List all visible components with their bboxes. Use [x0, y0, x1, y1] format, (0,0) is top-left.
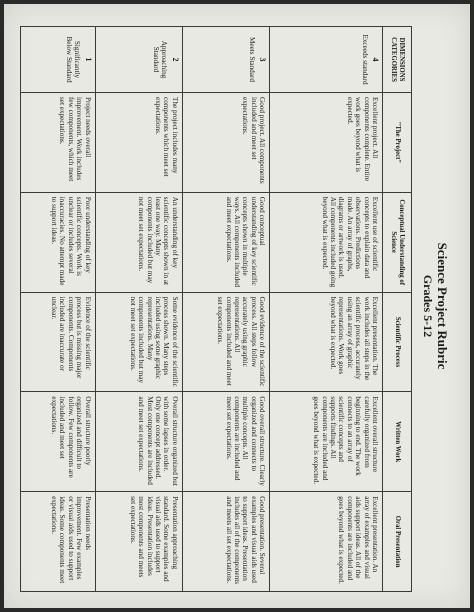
rotated-page	[4, 4, 470, 608]
table-cell: Overall structure poorly organized and difficult to follow. Few components are included and meet set expectations.	[21, 392, 96, 492]
table-cell: Excellent presentation. An array of examples and visual aids support ideas. All of the components are included and goes beyond what is expected.	[270, 492, 383, 592]
table-row	[182, 27, 269, 592]
table-cell: Presentation approaching standard. Some examples and visual aids used to support ideas. Presentation includes most components and meets set expectations.	[95, 492, 182, 592]
table-cell: Good conceptual understanding of key scientific concepts shown in multiple ways. All components included and meet expectations.	[182, 192, 269, 292]
column-header: Scientific Process	[383, 292, 412, 392]
table-cell: Good presentation. Several examples and visual aids used to support ideas. Presentation includes all of the components and meets all set expectations.	[182, 492, 269, 592]
table-cell: Evidence of the scientific process but is missing major components. Components included are inaccurate or unclear.	[21, 292, 96, 392]
column-header: DIMENSIONS CATEGORIES	[383, 27, 412, 93]
level-label: Exceeds standard	[360, 34, 369, 85]
dimension-cell	[21, 27, 96, 93]
table-row	[270, 27, 383, 592]
column-header: Oral Presentation	[383, 492, 412, 592]
rubric-table	[20, 26, 412, 592]
table-cell: Excellent project. All components complete. Entire work goes beyond what is expected.	[270, 93, 383, 193]
table-cell: Project needs overall improvement. Work includes few components, which meet set expectations.	[21, 93, 96, 193]
title-block	[421, 4, 450, 608]
level-label: Meets Standard	[247, 37, 256, 82]
column-header: "The Project"	[383, 93, 412, 193]
document-title: Science Project Rubric	[435, 242, 450, 370]
table-row	[21, 27, 96, 592]
table-cell: Excellent use of scientific concepts to explain data and observations. Predictions made. An array of graphs, diagrams or artwork is used. All components included going beyond what is expected.	[270, 192, 383, 292]
table-cell: Excellent presentation. The work includes all steps in the scientific process, accurately using an array of graphic representations. Work goes beyond what is expected.	[270, 292, 383, 392]
table-cell: Poor understanding of key scientific concepts. Work is unclear or includes several inaccuracies. No attempt made to support ideas.	[21, 192, 96, 292]
table-row	[95, 27, 182, 592]
level-number: 3	[258, 57, 268, 62]
level-label: Significantly Below Standard	[64, 36, 82, 83]
table-cell: An understanding of key scientific concepts shown in at least one way. Many components included but may not meet set expectations.	[95, 192, 182, 292]
paper-sheet	[4, 4, 470, 608]
document-subtitle: Grades 5-12	[421, 274, 435, 338]
table-header-row	[383, 27, 412, 592]
dimension-cell	[270, 27, 383, 93]
column-header: Written Work	[383, 392, 412, 492]
table-cell: Excellent overall structure carefully organized from beginning to end. The work connects to an array of scientific concepts and supports findings. All components are included and goes beyond what is expected.	[270, 392, 383, 492]
table-cell: Good overall structure. Clearly organized and connects to multiple concepts. All components are included and meet set expectations.	[182, 392, 269, 492]
dimension-cell	[95, 27, 182, 93]
table-cell: The project includes many components which meet set expectations.	[95, 93, 182, 193]
table-cell: Some evidence of the scientific process shown. Many steps included using some graphic representations. Many components included but may not meet set expectations.	[95, 292, 182, 392]
table-cell: Presentation needs improvement. Few examples or visual aids used to support ideas. Some components meet expectations.	[21, 492, 96, 592]
level-label: Approaching Standard	[152, 40, 169, 79]
table-cell: Good project. All components included and meet set expectations.	[182, 93, 269, 193]
level-number: 1	[83, 57, 93, 62]
level-number: 2	[170, 57, 180, 62]
column-header: Conceptual Understanding of Science	[383, 192, 412, 292]
table-cell: Overall structure organized but with some lapses in order. Only one concept addressed. Most components are included and meet set expectations.	[95, 392, 182, 492]
dimension-cell	[182, 27, 269, 93]
table-cell: Good evidence of the scientific process. All steps follow accurately using graphic representations. All components included and meet set expectations.	[182, 292, 269, 392]
level-number: 4	[371, 57, 380, 62]
